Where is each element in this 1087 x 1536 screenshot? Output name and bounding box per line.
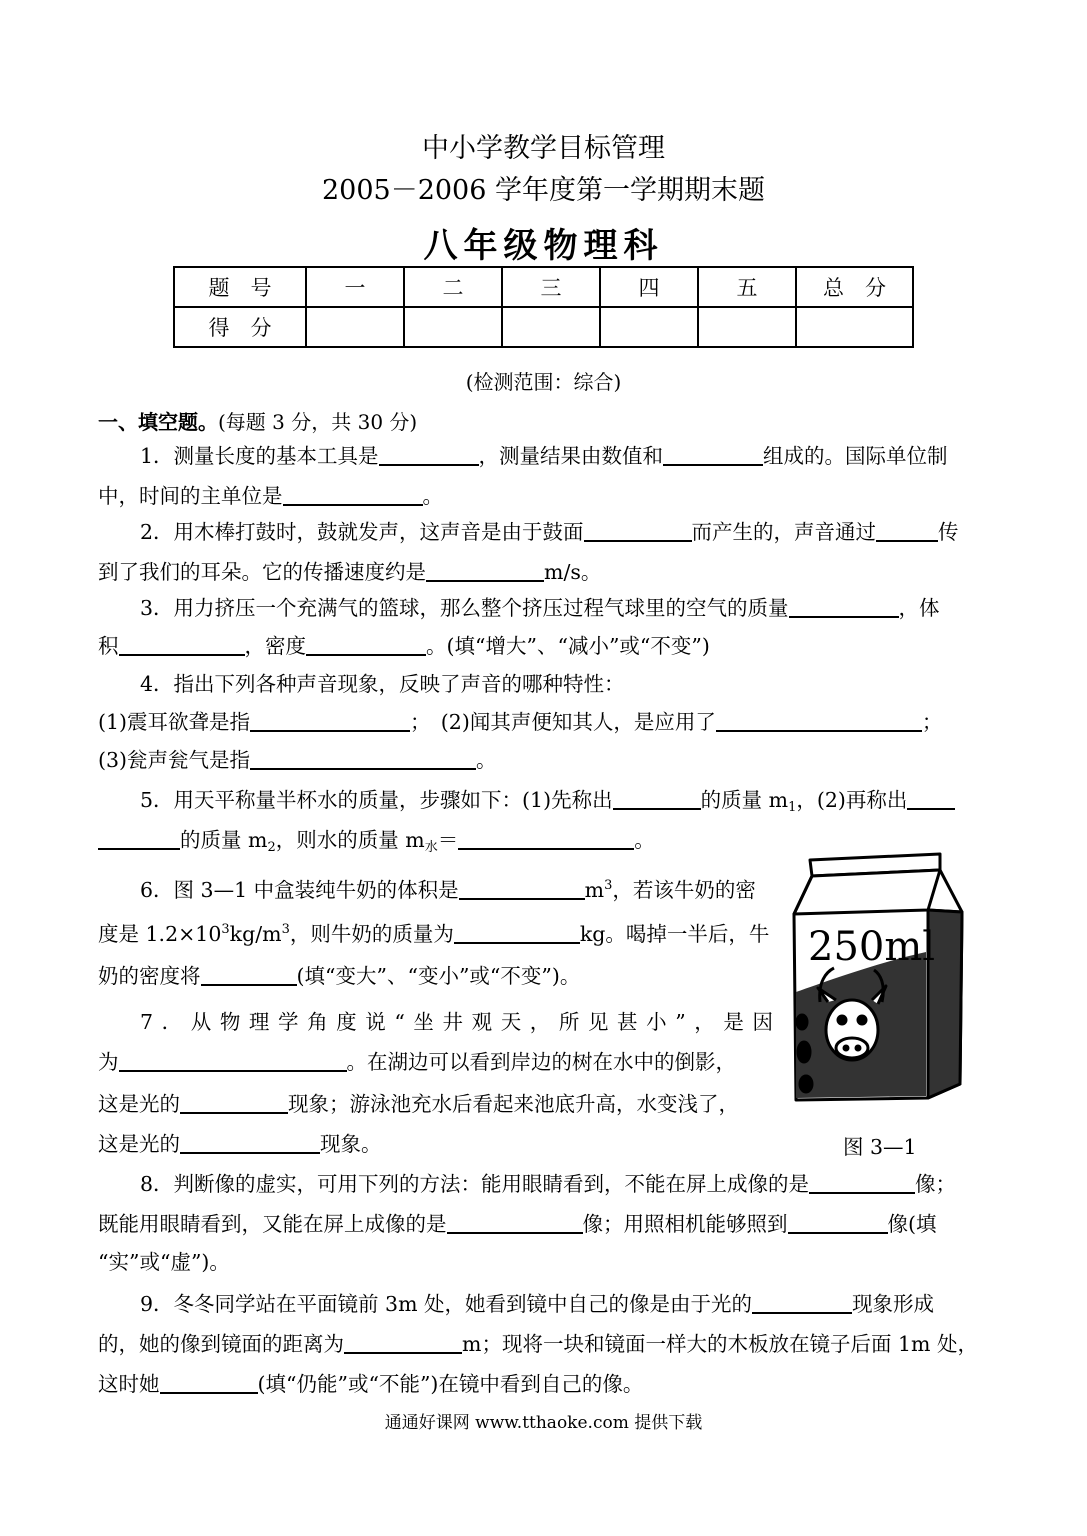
q2-text: 而产生的，声音通过	[691, 520, 877, 544]
score-header-cell: 五	[698, 267, 796, 307]
score-cell[interactable]	[404, 307, 502, 347]
q3-text: 。(填“增大”、“减小”或“不变”)	[426, 634, 710, 658]
q7-line3	[98, 1090, 739, 1118]
q9-text: (填“仍能”或“不能”)在镜中看到自己的像。	[257, 1372, 644, 1396]
q2-line2	[98, 558, 601, 586]
score-table	[173, 266, 914, 348]
score-cell[interactable]	[600, 307, 698, 347]
answer-blank[interactable]	[876, 520, 938, 542]
q9-text: m；现将一块和镜面一样大的木板放在镜子后面 1m 处，	[462, 1332, 978, 1356]
q6-text: 6．图 3—1 中盒装纯牛奶的体积是	[140, 878, 459, 902]
q5-line2	[98, 826, 655, 862]
test-range: (检测范围：综合)	[465, 370, 622, 394]
q3-line2	[98, 632, 710, 660]
score-cell[interactable]	[502, 307, 600, 347]
q6-text: kg。喝掉一半后，牛	[579, 922, 770, 946]
score-cell[interactable]	[796, 307, 913, 347]
q5-text: ，则水的质量 m	[275, 828, 425, 852]
q7-text: 。在湖边可以看到岸边的树在水中的倒影，	[346, 1050, 736, 1074]
section-heading	[98, 406, 417, 435]
carton-label: 250ml	[808, 924, 936, 970]
answer-blank[interactable]	[426, 560, 544, 582]
q6-text: m	[584, 878, 605, 902]
answer-blank[interactable]	[458, 828, 634, 850]
q7-text: 这是光的	[98, 1132, 180, 1156]
q6-text: ，若该牛奶的密	[612, 878, 756, 902]
q4-line1: 4．指出下列各种声音现象，反映了声音的哪种特性：	[140, 672, 625, 696]
answer-blank[interactable]	[180, 1092, 288, 1114]
q2-line1	[140, 518, 959, 546]
q7-line4	[98, 1130, 382, 1158]
score-row-label: 得 分	[174, 307, 306, 347]
q2-text: 传	[938, 520, 959, 544]
q9-text: 的，她的像到镜面的距离为	[98, 1332, 344, 1356]
answer-blank[interactable]	[584, 520, 692, 542]
q8-line1	[140, 1170, 956, 1198]
answer-blank[interactable]	[250, 748, 476, 770]
answer-blank[interactable]	[250, 710, 410, 732]
answer-blank[interactable]	[716, 710, 922, 732]
q9-text: 现象形成	[852, 1292, 935, 1316]
q1-text: ，测量结果由数值和	[478, 444, 664, 468]
q4-text: 。	[476, 748, 497, 772]
score-header-cell: 一	[306, 267, 404, 307]
q6-superscript: 3	[604, 878, 613, 893]
q3-text: 积	[98, 634, 119, 658]
answer-blank[interactable]	[98, 828, 180, 850]
q1-text: 。	[422, 484, 443, 508]
q9-line2	[98, 1330, 978, 1358]
score-header-cell: 题 号	[174, 267, 306, 307]
answer-blank[interactable]	[283, 484, 423, 506]
q3-text: ，密度	[244, 634, 306, 658]
answer-blank[interactable]	[752, 1292, 852, 1314]
answer-blank[interactable]	[809, 1172, 915, 1194]
q5-subscript: 水	[424, 840, 438, 855]
q9-text: 这时她	[98, 1372, 160, 1396]
answer-blank[interactable]	[379, 444, 479, 466]
header-line1: 中小学教学目标管理	[422, 133, 665, 164]
q7-line2	[98, 1048, 736, 1076]
q5-subscript: 2	[267, 840, 276, 855]
q1-line2	[98, 482, 443, 510]
score-cell[interactable]	[698, 307, 796, 347]
q3-text: 3．用力挤压一个充满气的篮球，那么整个挤压过程气球里的空气的质量	[140, 596, 789, 620]
section-note: (每题 3 分，共 30 分)	[218, 410, 418, 434]
q5-text: 的质量 m	[180, 828, 268, 852]
q6-text: 度是 1.2×10	[98, 922, 222, 946]
q8-text: 8．判断像的虚实，可用下列的方法：能用眼睛看到，不能在屏上成像的是	[140, 1172, 810, 1196]
q5-text: 的质量 m	[700, 788, 789, 812]
q1-line1	[140, 442, 948, 470]
q2-text: 到了我们的耳朵。它的传播速度约是	[98, 560, 426, 584]
q5-subscript: 1	[788, 800, 797, 815]
figure-caption: 图 3—1	[843, 1135, 917, 1159]
score-header-cell: 三	[502, 267, 600, 307]
score-header-row	[174, 267, 913, 307]
answer-blank[interactable]	[344, 1332, 462, 1354]
answer-blank[interactable]	[119, 634, 245, 656]
q7-text: 为	[98, 1050, 119, 1074]
q4-text: ；	[921, 710, 943, 734]
q8-text: 像(填	[887, 1212, 937, 1236]
answer-blank[interactable]	[180, 1132, 320, 1154]
q4-line3	[98, 746, 497, 774]
q1-text: 组成的。国际单位制	[763, 444, 948, 468]
q8-text: 像；	[915, 1172, 957, 1196]
answer-blank[interactable]	[789, 596, 899, 618]
q7-text: 现象。	[320, 1132, 382, 1156]
score-header-cell: 总 分	[796, 267, 913, 307]
q3-text: ，体	[898, 596, 940, 620]
q6-text: ，则牛奶的质量为	[289, 922, 454, 946]
subject-title: 八年级物理科	[423, 226, 664, 266]
answer-blank[interactable]	[788, 1212, 888, 1234]
q6-superscript: 3	[221, 922, 230, 937]
q6-text: 奶的密度将	[98, 964, 201, 988]
q6-text: (填“变大”、“变小”或“不变”)。	[296, 964, 581, 988]
q7-text: 现象；游泳池充水后看起来池底升高，水变浅了，	[288, 1092, 739, 1116]
score-header-cell: 二	[404, 267, 502, 307]
footer-credit: 通通好课网 www.tthaoke.com 提供下载	[384, 1413, 703, 1433]
answer-blank[interactable]	[119, 1050, 347, 1072]
q1-text: 1．测量长度的基本工具是	[140, 444, 379, 468]
answer-blank[interactable]	[306, 634, 426, 656]
q6-line3	[98, 962, 580, 990]
answer-blank[interactable]	[201, 964, 297, 986]
milk-carton-figure	[790, 852, 970, 1102]
header-line2: 2005－2006 学年度第一学期期末题	[321, 175, 765, 206]
q2-text: 2．用木棒打鼓时，鼓就发声，这声音是由于鼓面	[140, 520, 584, 544]
q9-text: 9．冬冬同学站在平面镜前 3m 处，她看到镜中自己的像是由于光的	[140, 1292, 753, 1316]
answer-blank[interactable]	[907, 788, 955, 810]
q1-text: 中，时间的主单位是	[98, 484, 283, 508]
q9-line1	[140, 1290, 934, 1318]
q6-text: kg/m	[229, 922, 282, 946]
score-cell[interactable]	[306, 307, 404, 347]
answer-blank[interactable]	[459, 878, 585, 900]
score-header-cell: 四	[600, 267, 698, 307]
q6-line1	[140, 872, 756, 904]
q5-text: 5．用天平称量半杯水的质量，步骤如下：(1)先称出	[140, 788, 613, 812]
answer-blank[interactable]	[613, 788, 701, 810]
q4-text: (3)瓮声瓮气是指	[98, 748, 251, 772]
q8-text: 既能用眼睛看到，又能在屏上成像的是	[98, 1212, 447, 1236]
answer-blank[interactable]	[663, 444, 763, 466]
q5-text: ＝	[437, 828, 459, 852]
q6-superscript: 3	[281, 922, 290, 937]
q8-line3: “实”或“虚”)。	[98, 1250, 230, 1274]
answer-blank[interactable]	[447, 1212, 583, 1234]
q7-text: 这是光的	[98, 1092, 180, 1116]
section-title: 一、填空题。	[98, 410, 218, 434]
answer-blank[interactable]	[160, 1372, 258, 1394]
q9-line3	[98, 1370, 643, 1398]
q5-line1	[140, 786, 955, 822]
q4-text: (1)震耳欲聋是指	[98, 710, 251, 734]
q8-line2	[98, 1210, 937, 1238]
q5-text: ，(2)再称出	[796, 788, 908, 812]
score-value-row	[174, 307, 913, 347]
answer-blank[interactable]	[454, 922, 580, 944]
q7-line1: 7．从物理学角度说“坐井观天，所见甚小”，是因	[140, 1010, 773, 1034]
q4-text: ； (2)闻其声便知其人，是应用了	[410, 710, 716, 734]
q6-line2	[98, 916, 769, 948]
q5-text: 。	[634, 828, 655, 852]
q8-text: 像；用照相机能够照到	[582, 1212, 788, 1236]
q4-line2	[98, 708, 942, 736]
q3-line1	[140, 594, 940, 622]
q2-text: m/s。	[544, 560, 602, 584]
